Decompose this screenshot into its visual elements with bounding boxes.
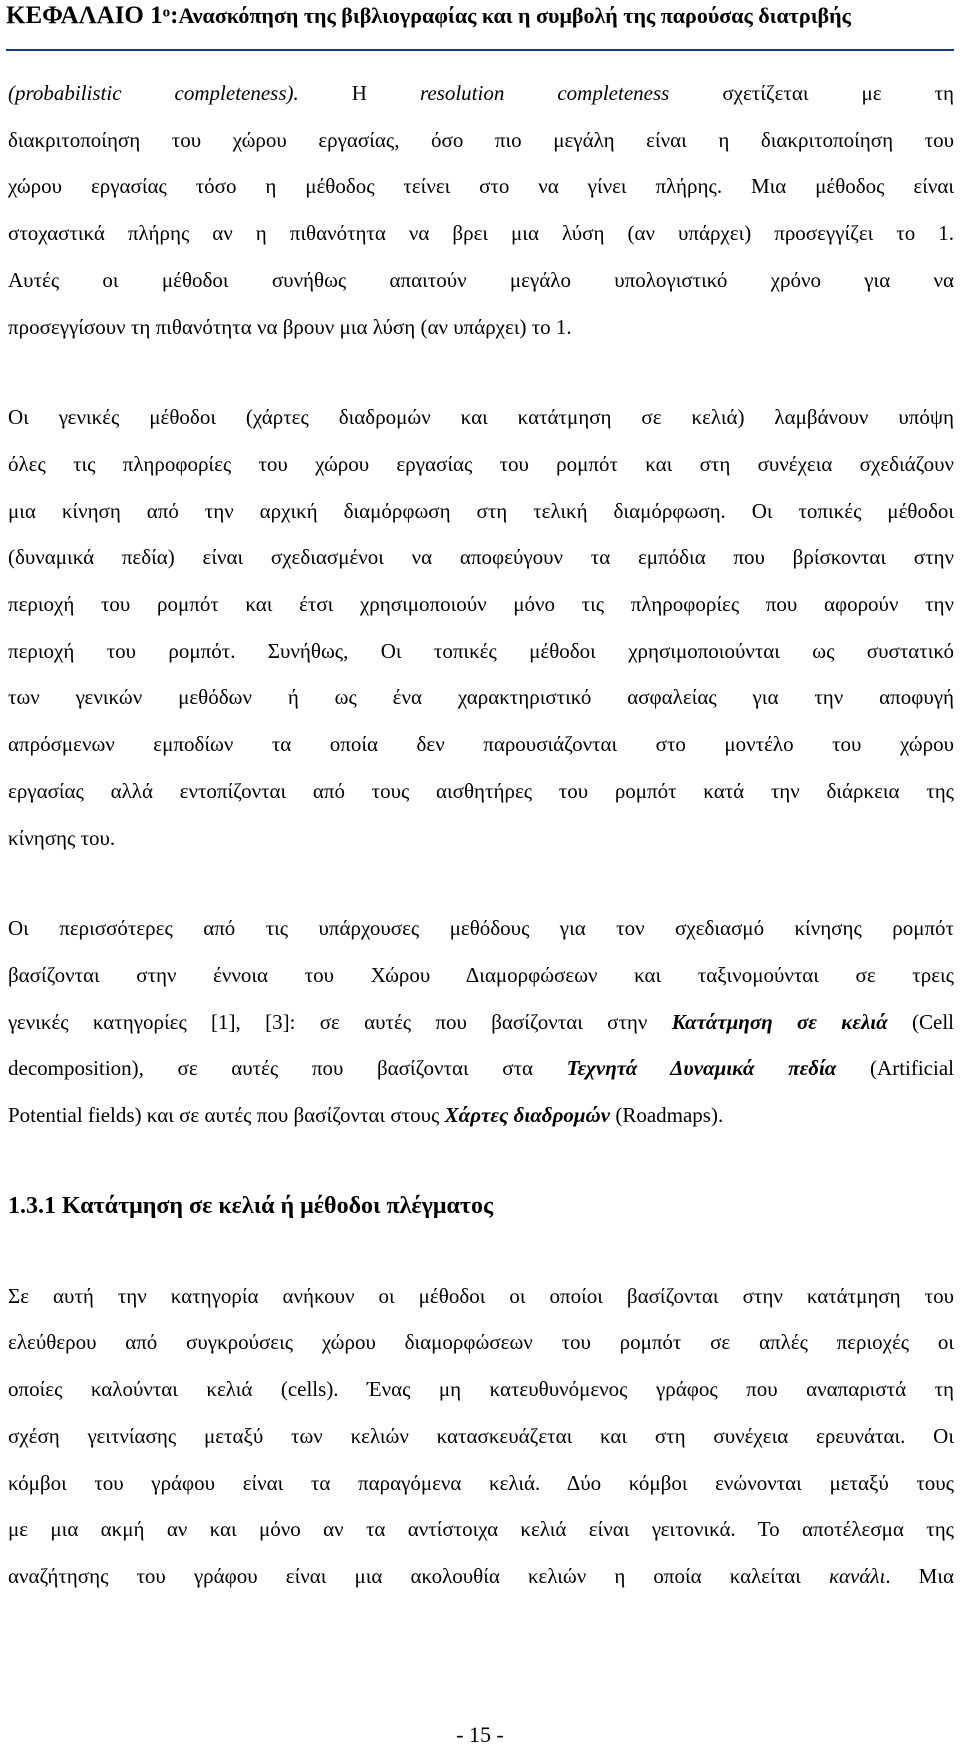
text-line [8,999,954,1046]
text-line: κόμβοι του γράφου είναι τα παραγόμενα κελιά. Δύο κόμβοι ενώνονται μεταξύ τους [8,1470,954,1495]
text-line: Αυτές οι μέθοδοι συνήθως απαιτούν μεγάλο υπολογιστικό χρόνο για να [8,267,954,292]
text-line: διακριτοποίηση του χώρου εργασίας, όσο πιο μεγάλη είναι η διακριτοποίηση του [8,127,954,152]
text-span: σχετίζεται με τη [669,81,954,105]
text-line: των γενικών μεθόδων ή ως ένα χαρακτηριστικό ασφαλείας για την αποφυγή [8,685,954,710]
text-line: απρόσμενων εμποδίων τα οποία δεν παρουσιάζονται στο μοντέλο του χώρου [8,732,954,757]
text-line [8,1092,954,1139]
text-line [8,70,954,117]
text-span: Potential fields) και σε αυτές που βασίζονται στους [8,1103,445,1128]
text-line: κίνησης του. [8,825,116,850]
text-line: Σε αυτή την κατηγορία ανήκουν οι μέθοδοι οι οποίοι βασίζονται στην κατάτμηση του [8,1283,954,1308]
text-line: με μια ακμή αν και μόνο αν τα αντίστοιχα κελιά είναι γειτονικά. Το αποτέλεσμα της [8,1517,954,1542]
page-number: - 15 - [456,1722,504,1747]
italic-text: resolution completeness [419,81,670,105]
chapter-subtitle: Ανασκόπηση της βιβλιογραφίας και η συμβολή της παρούσας διατριβής [178,3,851,28]
text-line: ελεύθερου από συγκρούσεις χώρου διαμορφώσεων του ρομπότ σε απλές περιοχές οι [8,1330,954,1355]
bold-italic-term: Χάρτες διαδρομών [444,1103,611,1128]
text-span: . Μια [885,1563,955,1588]
paragraph-gap [8,1229,954,1273]
text-span: (Roadmaps). [610,1103,724,1128]
text-line [8,1045,954,1092]
paragraph-gap [8,350,954,394]
text-line: οποίες καλούνται κελιά (cells). Ένας μη κατευθυνόμενος γράφος που αναπαριστά τη [8,1377,954,1402]
text-line: όλες τις πληροφορίες του χώρου εργασίας του ρομπότ και στη συνέχεια σχεδιάζουν [8,451,954,476]
paragraph-gap [8,861,954,905]
text-span: (Artificial [836,1056,954,1081]
running-header [6,2,954,42]
chapter-superscript: ο [162,4,171,21]
text-span: decomposition), σε αυτές που βασίζονται στα [8,1056,567,1081]
text-line: Οι περισσότερες από τις υπάρχουσες μεθόδους για τον σχεδιασμό κίνησης ρομπότ [8,916,954,941]
text-line: Οι γενικές μέθοδοι (χάρτες διαδρομών και κατάτμηση σε κελιά) λαμβάνουν υπόψη [8,405,954,430]
paragraph-3 [8,905,954,1139]
text-span: (Cell [887,1009,955,1034]
text-line: εργασίας αλλά εντοπίζονται από τους αισθητήρες του ρομπότ κατά την διάρκεια της [8,778,954,803]
text-line: προσεγγίσουν τη πιθανότητα να βρουν μια λύση (αν υπάρχει) το 1. [8,314,572,339]
text-line: σχέση γειτνίασης μεταξύ των κελιών κατασκευάζεται και στη συνέχεια ερευνάται. Οι [8,1423,954,1448]
text-line: στοχαστικά πλήρης αν η πιθανότητα να βρει μια λύση (αν υπάρχει) προσεγγίζει το 1. [8,221,954,246]
text-line: βασίζονται στην έννοια του Χώρου Διαμορφώσεων και ταξινομούνται σε τρεις [8,962,954,987]
paragraph-gap [8,1139,954,1183]
text-line: χώρου εργασίας τόσο η μέθοδος τείνει στο να γίνει πλήρης. Μια μέθοδος είναι [8,174,954,199]
text-span: γενικές κατηγορίες [1], [3]: σε αυτές που βασίζονται στην [8,1009,672,1034]
text-line: μια κίνηση από την αρχική διαμόρφωση στη τελική διαμόρφωση. Οι τοπικές μέθοδοι [8,498,954,523]
bold-italic-term: Κατάτμηση σε κελιά [671,1009,888,1034]
text-span: Η [298,81,420,105]
text-line: περιοχή του ρομπότ. Συνήθως, Οι τοπικές μέθοδοι χρησιμοποιούνται ως συστατικό [8,638,954,663]
italic-text: κανάλι [828,1563,886,1588]
text-line: περιοχή του ρομπότ και έτσι χρησιμοποιούν μόνο τις πληροφορίες που αφορούν την [8,592,954,617]
bold-italic-term: Τεχνητά Δυναμικά πεδία [566,1056,837,1081]
italic-text: (probabilistic completeness). [8,81,299,105]
header-colon: : [170,2,179,29]
text-span: αναζήτησης του γράφου είναι μια ακολουθία κελιών η οποία καλείται [8,1563,829,1588]
paragraph-4 [8,1273,954,1600]
header-rule [6,49,954,51]
paragraph-2 [8,394,954,861]
text-line: (δυναμικά πεδία) είναι σχεδιασμένοι να αποφεύγουν τα εμπόδια που βρίσκονται στην [8,545,954,570]
text-line [8,1553,954,1600]
paragraph-1 [8,70,954,350]
body-content [8,70,954,1600]
section-heading: 1.3.1 Κατάτμηση σε κελιά ή μέθοδοι πλέγματος [8,1192,494,1219]
chapter-label: ΚΕΦΑΛΑΙΟ 1 [6,2,163,29]
